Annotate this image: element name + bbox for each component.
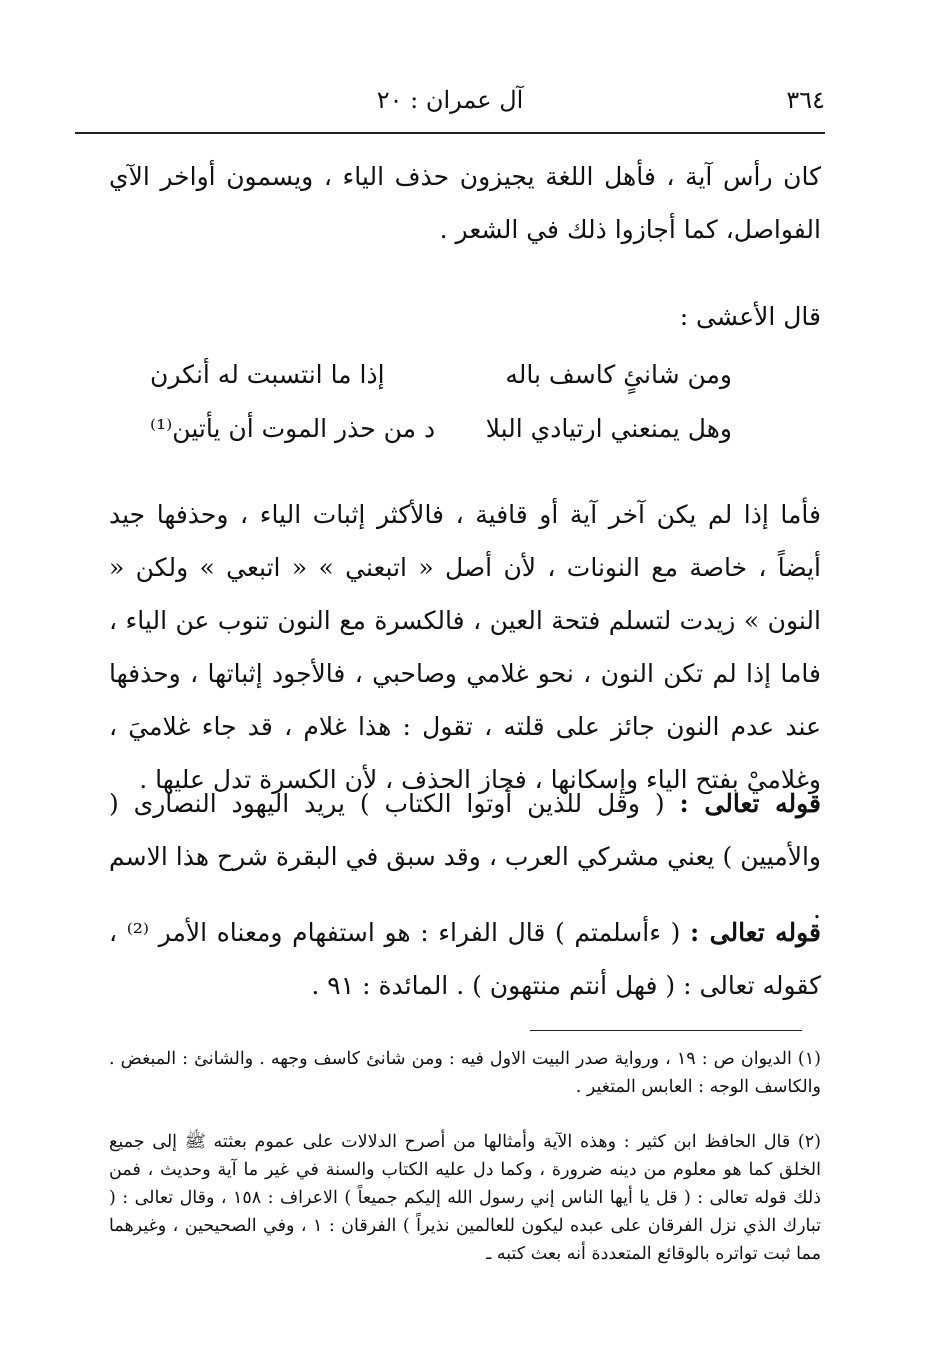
sura-label: آل عمران : ٢٠	[376, 86, 524, 114]
verse-2-first-hemistich: وهل يمنعني ارتيادي البلا	[485, 414, 732, 443]
footnote-2: (٢) قال الحافظ ابن كثير : وهذه الآية وأمثالها من أصرح الدلالات على عموم بعثته ﷺ إلى جميع الخلق كما هو معلوم من دينه ضرورة ، وكما دل عليه الكتاب والسنة في غير ما آية وحديث ، فمن ذلك قوله تعالى : ( قل يا أيها الناس إني رسول الله إليكم جميعاً ) الاعراف : ١٥٨ ، وقال تعالى : ( تبارك الذي نزل الفرقان على عبده ليكون للعالمين نذيراً ) الفرقان : ١ ، وفي الصحيحين ، وغيرهما مما ثبت تواتره بالوقائع المتعددة أنه بعث كتبه ـ	[109, 1132, 822, 1264]
verse-1-first-hemistich: ومن شانئٍ كاسف باله	[505, 360, 732, 389]
verse-keyword: قوله تعالى :	[679, 789, 821, 818]
page-number: ٣٦٤	[786, 86, 825, 114]
paragraph-text: ( ءأسلمتم ) قال الفراء : هو استفهام ومعناه الأمر ⁽²⁾ ، كقوله تعالى : ( فهل أنتم منتهون ) . المائدة : ٩١ .	[109, 918, 821, 1000]
footnote-rule	[530, 1030, 802, 1031]
footnote-1: (١) الديوان ص : ١٩ ، ورواية صدر البيت الاول فيه : ومن شانئ كاسف وجهه . والشانئ : المبغض . والكاسف الوجه : العابس المتغير .	[109, 1049, 821, 1097]
header-rule	[75, 132, 825, 134]
poet-intro: قال الأعشى :	[679, 302, 821, 331]
paragraph-text: ( وقل للذين أوتوا الكتاب ) يريد اليهود النصارى ( والأميين ) يعني مشركي العرب ، وقد سبق في البقرة شرح هذا الاسم .	[109, 789, 821, 924]
verse-keyword: قوله تعالى :	[689, 918, 821, 947]
poem-verse-2	[150, 414, 732, 466]
running-header	[75, 82, 825, 122]
paragraph-ya-deletion: فأما إذا لم يكن آخر آية أو قافية ، فالأكثر إثبات الياء ، وحذفها جيد أيضاً ، خاصة مع النونات ، لأن أصل « اتبعني » « اتبعي » ولكن « النون » زيدت لتسلم فتحة العين ، فالكسرة مع النون تنوب عن الياء ، فاما إذا لم تكن النون ، نحو غلامي وصاحبي ، فالأجود إثباتها ، وحذفها عند عدم النون جائز على قلته ، تقول : هذا غلام ، قد جاء غلاميَ ، وغلاميْ بفتح الياء وإسكانها ، فجاز الحذف ، لأن الكسرة تدل عليها .	[109, 500, 821, 794]
verse-2-second-hemistich: د من حذر الموت أن يأتين⁽¹⁾	[150, 414, 436, 443]
poem-verse-1	[150, 360, 732, 412]
paragraph-aslamtum	[109, 906, 821, 1012]
verse-1-second-hemistich: إذا ما انتسبت له أنكرن	[150, 360, 385, 389]
paragraph-verse-endings: كان رأس آية ، فأهل اللغة يجيزون حذف الياء ، ويسمون أواخر الآي الفواصل، كما أجازوا ذلك في الشعر .	[109, 162, 821, 244]
